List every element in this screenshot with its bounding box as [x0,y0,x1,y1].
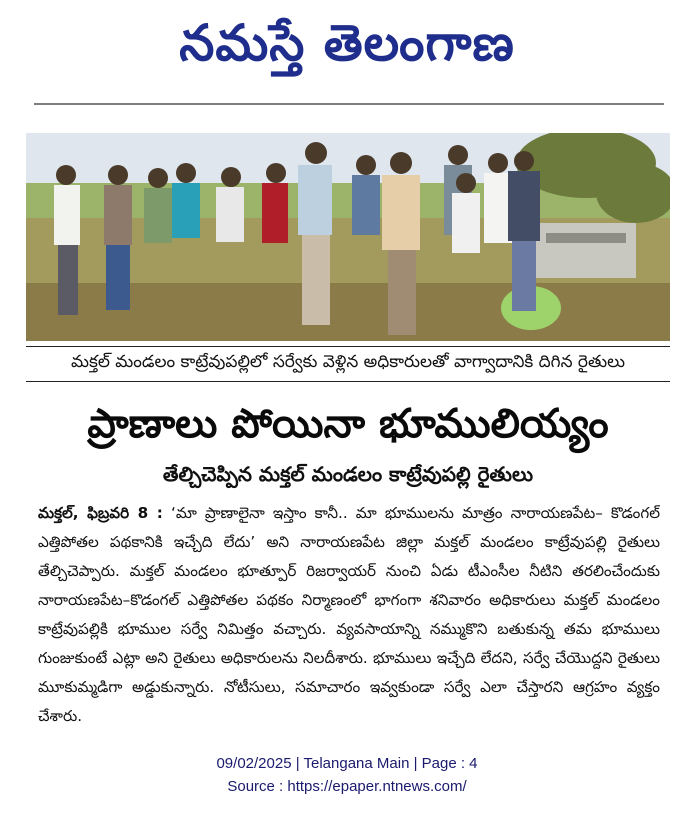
news-photo [26,133,670,341]
article-body-text: ‘మా ప్రాణాలైనా ఇస్తాం కానీ.. మా భూములను మాత్రం నారాయణపేట– కొడంగల్ ఎత్తిపోతల పథకానికి ఇచ్చేది లేదు’ అని నారాయణపేట జిల్లా మక్తల్ మండలం కాట్రేవుపల్లి రైతులు తేల్చిచెప్పారు. మక్తల్ మండలం భూత్పూర్ రిజర్వాయర్ నుంచి ఏడు టీఎంసీల నీటిని తరలించేందుకు నారాయణపేట–కొడంగల్ ఎత్తిపోతల పథకం నిర్మాణంలో భాగంగా శనివారం అధికారులు మక్తల్ మండలం కాట్రేవుపల్లికి భూముల సర్వే నిమిత్తం వచ్చారు. వ్యవసాయాన్ని నమ్ముకొని బతుకున్న తమ భూములు గుంజుకుంటే ఎట్లా అని రైతులు అధికారులను నిలదీశారు. భూములు ఇచ్చేది లేదని, సర్వే చేయొద్దని రైతులు మూకుమ్మడిగా అడ్డుకున్నారు. నోటీసులు, సమాచారం ఇవ్వకుండా సర్వే ఎలా చేస్తారని ఆగ్రహం వ్యక్తం చేశారు. [38,504,660,725]
article-dateline: మక్తల్, ఫిబ్రవరి 8 : [38,504,163,522]
article-subheadline: తేల్చిచెప్పిన మక్తల్ మండలం కాట్రేవుపల్లి రైతులు [162,462,534,486]
photo-caption: మక్తల్ మండలం కాట్రేవుపల్లిలో సర్వేకు వెళ్లిన అధికారులతో వాగ్వాదానికి దిగిన రైతులు [26,346,670,382]
article-headline: ప్రాణాలు పోయినా భూములియ్యం [87,401,609,447]
article-body [38,499,660,731]
masthead-title: నమస్తే తెలంగాణ [179,14,515,72]
masthead-divider [34,103,664,105]
footer-edition-info: 09/02/2025 | Telangana Main | Page : 4 [216,755,478,772]
footer-source: Source : https://epaper.ntnews.com/ [227,778,467,795]
